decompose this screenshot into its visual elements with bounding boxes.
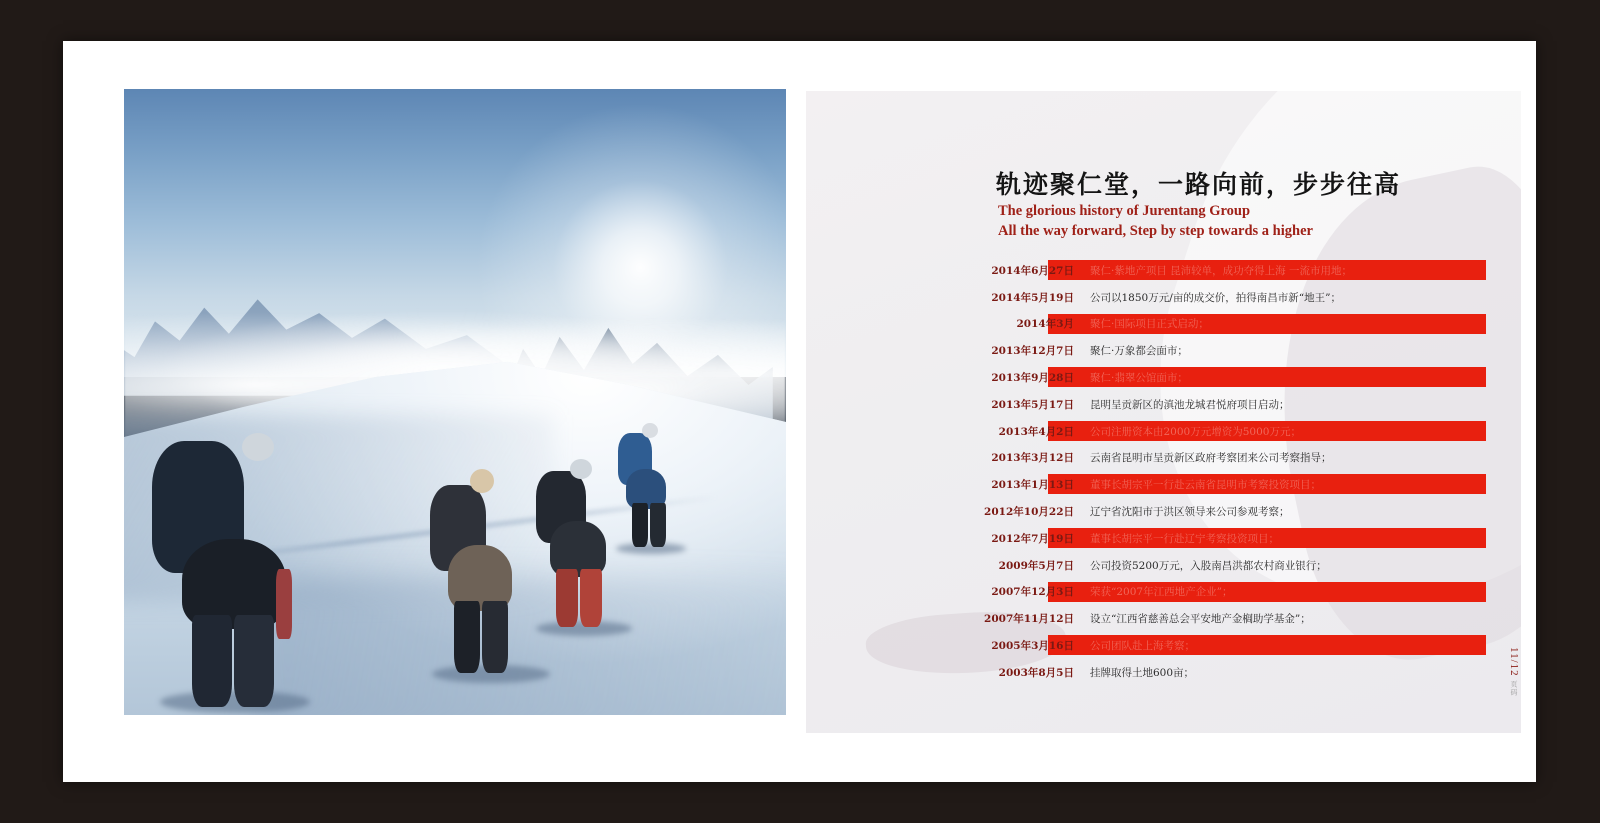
timeline-row	[976, 525, 1496, 552]
mountaineering-photo	[124, 89, 786, 715]
brochure-spread	[63, 41, 1536, 782]
timeline-date: 2009年5月7日	[998, 559, 1074, 572]
timeline-date: 2014年5月19日	[991, 291, 1074, 304]
timeline-text: 挂牌取得土地600亩；	[1090, 666, 1195, 679]
timeline-text: 公司以1850万元/亩的成交价，拍得南昌市新“地王”；	[1090, 291, 1341, 304]
timeline-date: 2005年3月16日	[991, 640, 1074, 653]
timeline-text: 荣获“2007年江西地产企业”；	[1090, 586, 1233, 599]
page-number-sub: 页码	[1510, 680, 1518, 696]
climber-2	[414, 459, 534, 689]
left-page	[63, 41, 786, 782]
company-timeline	[976, 257, 1496, 686]
timeline-date: 2007年12月3日	[991, 586, 1074, 599]
climber-4	[606, 419, 686, 559]
timeline-date: 2013年4月2日	[998, 425, 1074, 438]
timeline-text: 设立“江西省慈善总会平安地产金榈助学基金”；	[1090, 613, 1311, 626]
timeline-row	[976, 391, 1496, 418]
timeline-row	[976, 284, 1496, 311]
timeline-row	[976, 579, 1496, 606]
timeline-text: 聚仁·国际项目正式启动；	[1090, 318, 1209, 331]
timeline-text: 聚仁·万象都会面市；	[1090, 345, 1188, 358]
timeline-date: 2013年9月28日	[991, 372, 1074, 385]
timeline-row	[976, 552, 1496, 579]
page-title-cn: 轨迹聚仁堂，一路向前，步步往高	[996, 170, 1402, 199]
timeline-date: 2013年12月7日	[991, 345, 1074, 358]
timeline-text: 公司投资5200万元，入股南昌洪都农村商业银行；	[1090, 559, 1327, 572]
page-title-en-line2: All the way forward, Step by step towards a higher	[998, 223, 1313, 239]
page-number-value: 11/12	[1508, 646, 1520, 677]
timeline-text: 公司注册资本由2000万元增资为5000万元；	[1090, 425, 1301, 438]
timeline-date: 2012年10月22日	[984, 506, 1074, 519]
timeline-text: 聚仁·紫地产项目 昆沛较单，成功夺得上海 一流市用地；	[1090, 264, 1353, 277]
timeline-row	[976, 311, 1496, 338]
timeline-row	[976, 471, 1496, 498]
timeline-row	[976, 498, 1496, 525]
timeline-date: 2013年5月17日	[991, 398, 1074, 411]
timeline-text: 董事长胡宗平一行赴辽宁考察投资项目；	[1090, 532, 1279, 545]
timeline-date: 2003年8月5日	[998, 666, 1074, 679]
timeline-text: 昆明呈贡新区的滇池龙城君悦府项目启动；	[1090, 398, 1290, 411]
timeline-date: 2012年7月19日	[991, 532, 1074, 545]
timeline-row	[976, 659, 1496, 686]
timeline-text: 公司团队赴上海考察；	[1090, 640, 1195, 653]
timeline-text: 聚仁·翡翠公馆面市；	[1090, 372, 1188, 385]
timeline-date: 2013年1月13日	[991, 479, 1074, 492]
timeline-date: 2013年3月12日	[991, 452, 1074, 465]
timeline-date: 2014年3月	[1016, 318, 1074, 331]
timeline-row	[976, 364, 1496, 391]
timeline-row	[976, 605, 1496, 632]
right-page	[786, 41, 1536, 782]
timeline-text: 董事长胡宗平一行赴云南省昆明市考察投资项目；	[1090, 479, 1321, 492]
timeline-date: 2014年6月27日	[991, 264, 1074, 277]
climber-1	[130, 419, 310, 715]
page-title-en-line1: The glorious history of Jurentang Group	[998, 203, 1251, 219]
timeline-row	[976, 257, 1496, 284]
page-title-en	[998, 201, 1313, 241]
timeline-text: 云南省昆明市呈贡新区政府考察团来公司考察指导；	[1090, 452, 1332, 465]
timeline-row	[976, 337, 1496, 364]
timeline-date: 2007年11月12日	[984, 613, 1074, 626]
timeline-row	[976, 632, 1496, 659]
timeline-row	[976, 445, 1496, 472]
timeline-text: 辽宁省沈阳市于洪区领导来公司参观考察；	[1090, 506, 1290, 519]
timeline-row	[976, 418, 1496, 445]
page-number	[1502, 647, 1520, 696]
